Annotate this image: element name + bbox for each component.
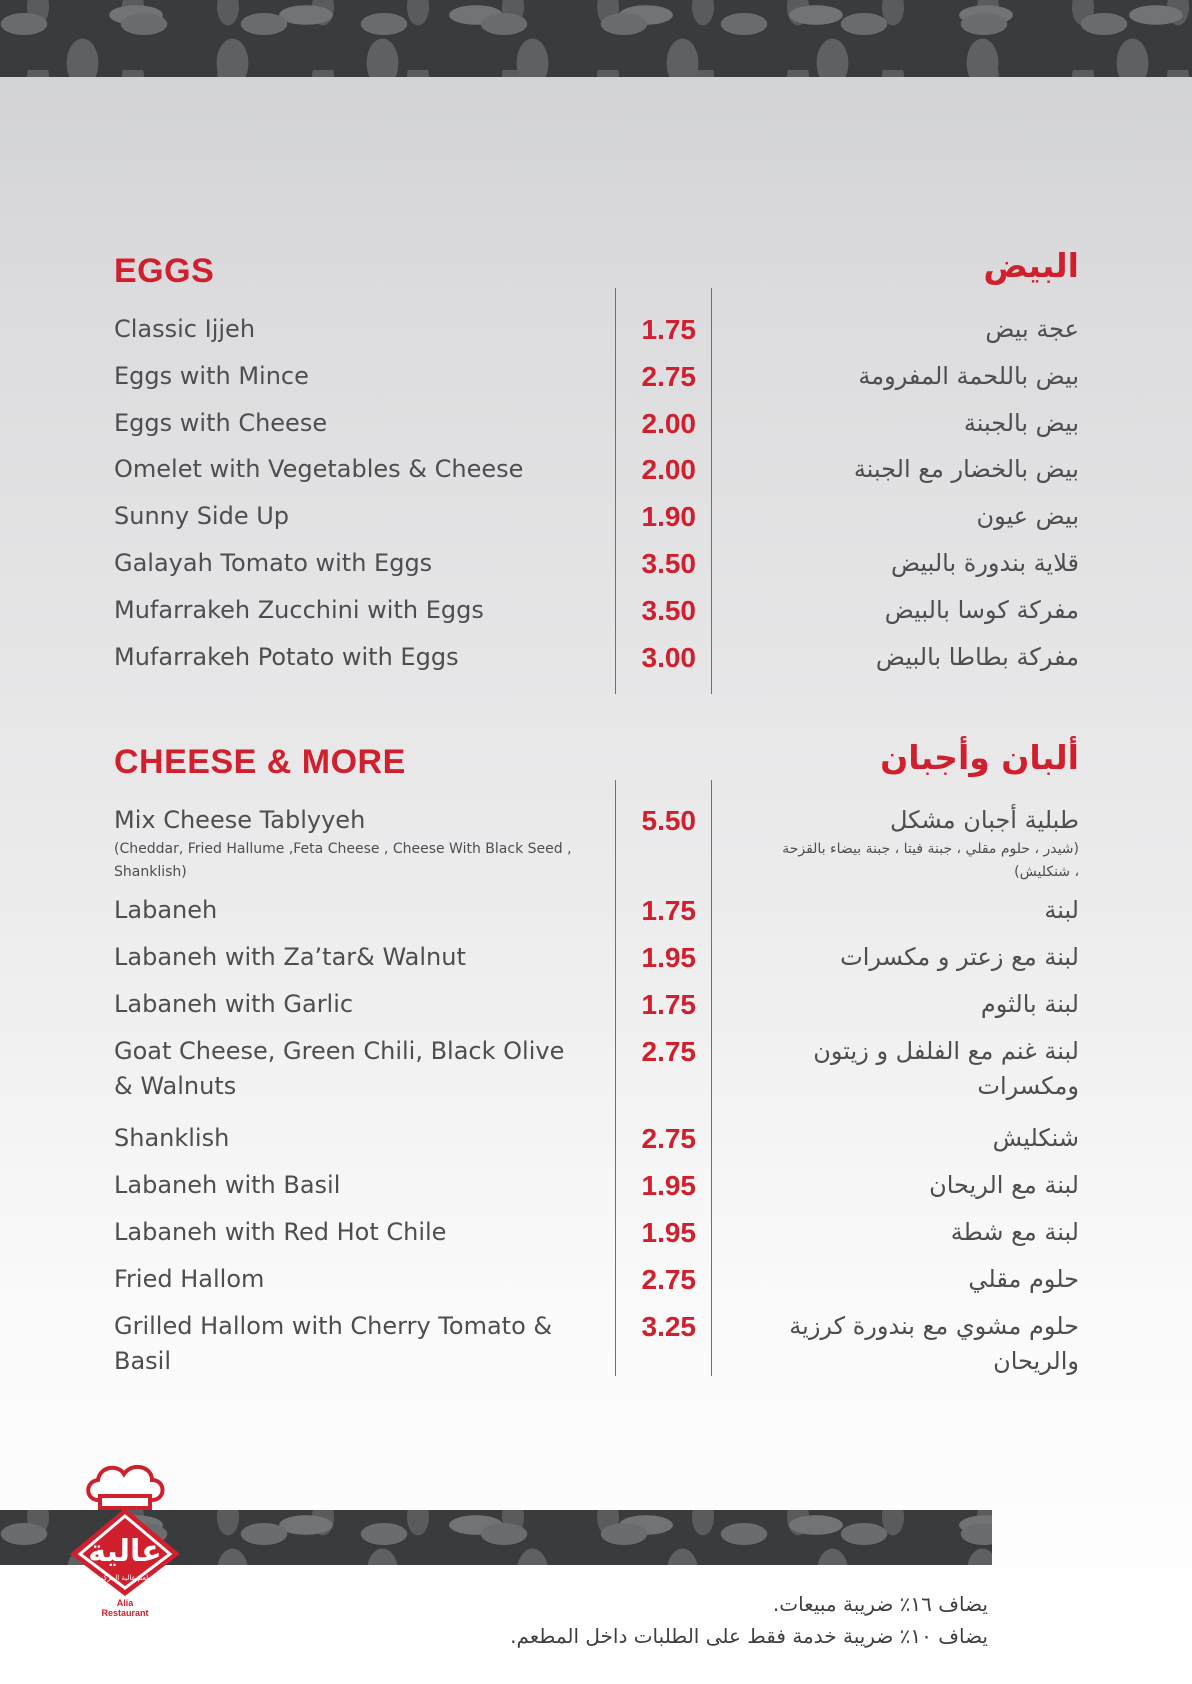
item-price: 2.75 <box>641 1123 696 1154</box>
item-name-en: Grilled Hallom with Cherry Tomato & Basil <box>114 1312 553 1375</box>
eggs-title-ar: البيض <box>983 246 1079 285</box>
item-name-en: Sunny Side Up <box>114 502 290 530</box>
item-name-ar: لبنة غنم مع الفلفل و زيتون ومكسرات <box>813 1037 1079 1100</box>
item-name-en: Goat Cheese, Green Chili, Black Olive & Walnuts <box>114 1037 565 1100</box>
item-name-en: Labaneh with Garlic <box>114 990 354 1018</box>
item-price: 1.75 <box>641 989 696 1020</box>
item-price: 2.00 <box>641 408 696 439</box>
item-name-en: Labaneh with Za’tar& Walnut <box>114 943 466 971</box>
cheese-left-divider <box>615 780 616 1376</box>
item-price: 3.50 <box>641 595 696 626</box>
item-name-ar: بيض باللحمة المفرومة <box>858 362 1079 390</box>
item-name-en: Fried Hallom <box>114 1265 265 1293</box>
item-name-en: Labaneh with Basil <box>114 1171 341 1199</box>
item-name-ar: بيض بالخضار مع الجبنة <box>853 455 1079 483</box>
item-name-ar: لبنة مع الريحان <box>929 1171 1079 1199</box>
item-name-en <box>114 803 584 884</box>
item-price: 2.75 <box>641 361 696 392</box>
service-tax-note: يضاف ١٠٪ ضريبة خدمة فقط على الطلبات داخل المطعم. <box>510 1624 988 1648</box>
item-name-en: Omelet with Vegetables & Cheese <box>114 455 524 483</box>
item-price: 1.75 <box>641 895 696 926</box>
item-name-en: Mufarrakeh Zucchini with Eggs <box>114 596 484 624</box>
item-price: 3.50 <box>641 548 696 579</box>
logo-name-en <box>60 1598 190 1618</box>
item-name-ar: لبنة مع شطة <box>950 1218 1079 1246</box>
logo-tagline-ar: مطعم عالية المركزي <box>94 1574 156 1582</box>
item-name-ar: شنكليش <box>992 1124 1079 1152</box>
logo-line2: Restaurant <box>101 1608 149 1618</box>
item-price: 3.00 <box>641 642 696 673</box>
item-name-ar: بيض بالجبنة <box>963 409 1079 437</box>
item-name-en: Classic Ijjeh <box>114 315 256 343</box>
item-price: 1.95 <box>641 1217 696 1248</box>
sales-tax-note: يضاف ١٦٪ ضريبة مبيعات. <box>772 1592 988 1616</box>
item-price: 2.00 <box>641 454 696 485</box>
item-name-en: Eggs with Mince <box>114 362 309 390</box>
item-price: 3.25 <box>641 1311 696 1342</box>
cheese-title-en: CHEESE & MORE <box>114 743 406 781</box>
item-price: 2.75 <box>641 1264 696 1295</box>
restaurant-logo <box>60 1456 190 1616</box>
tax-notes <box>510 1588 988 1652</box>
top-pattern-band <box>0 0 1192 77</box>
item-name-ar: بيض عيون <box>976 502 1079 530</box>
item-price: 1.95 <box>641 942 696 973</box>
item-price: 1.75 <box>641 314 696 345</box>
item-name-en: Eggs with Cheese <box>114 409 328 437</box>
item-name-ar: مفركة كوسا بالبيض <box>884 596 1079 624</box>
item-description-en: (Cheddar, Fried Hallume ,Feta Cheese , Cheese With Black Seed , Shanklish) <box>114 841 572 880</box>
logo-line1: Alia <box>116 1598 134 1608</box>
item-price: 1.90 <box>641 501 696 532</box>
item-name-ar: لبنة <box>1044 896 1079 924</box>
item-name-ar: لبنة مع زعتر و مكسرات <box>840 943 1079 971</box>
item-description-ar: (شيدر ، حلوم مقلي ، جبنة فيتا ، جبنة بيضاء بالقزحة ، شنكليش) <box>782 841 1079 880</box>
item-name-en: Labaneh <box>114 896 218 924</box>
item-name-en: Shanklish <box>114 1124 230 1152</box>
item-name-ar: لبنة بالثوم <box>980 990 1079 1018</box>
item-name-en: Labaneh with Red Hot Chile <box>114 1218 447 1246</box>
eggs-left-divider <box>615 288 616 694</box>
item-name-en: Mufarrakeh Potato with Eggs <box>114 643 459 671</box>
logo-name-ar: عالية <box>88 1534 162 1569</box>
item-price: 2.75 <box>641 1036 696 1067</box>
item-name-ar: قلاية بندورة بالبيض <box>890 549 1079 577</box>
item-name-ar <box>689 803 1079 884</box>
item-name-ar: حلوم مشوي مع بندورة كرزية والريحان <box>789 1312 1079 1375</box>
item-title-ar: طبلية أجبان مشكل <box>889 806 1079 834</box>
item-price: 1.95 <box>641 1170 696 1201</box>
item-name-en: Galayah Tomato with Eggs <box>114 549 433 577</box>
eggs-right-divider <box>711 288 712 694</box>
item-price: 5.50 <box>641 805 696 836</box>
item-name-ar: حلوم مقلي <box>968 1265 1079 1293</box>
item-name-ar: عجة بيض <box>985 315 1079 343</box>
eggs-title-en: EGGS <box>114 252 215 290</box>
item-title-en: Mix Cheese Tablyyeh <box>114 806 366 834</box>
item-name-ar: مفركة بطاطا بالبيض <box>875 643 1079 671</box>
cheese-title-ar: ألبان وأجبان <box>880 738 1079 777</box>
